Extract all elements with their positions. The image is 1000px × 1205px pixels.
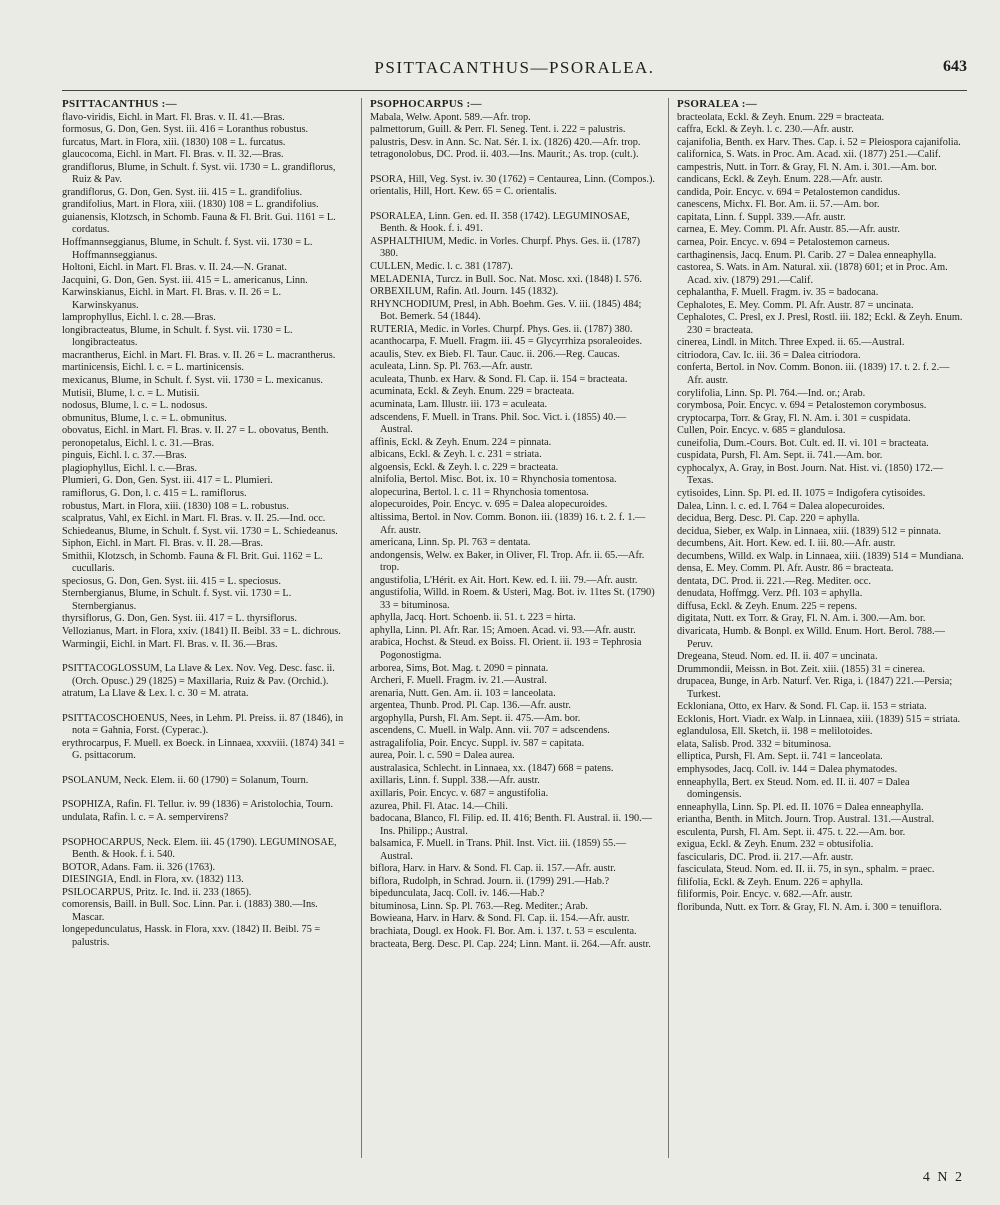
index-entry: martinicensis, Eichl. l. c. = L. martinicensis. xyxy=(62,362,244,374)
index-entry: mexicanus, Blume, in Schult. f. Syst. vii. 1730 = L. mexicanus. xyxy=(62,375,323,387)
index-entry: peronopetalus, Eichl. l. c. 31.—Bras. xyxy=(62,437,215,449)
index-entry: axillaris, Poir. Encyc. v. 687 = angustifolia. xyxy=(370,787,549,799)
page-number: 643 xyxy=(943,58,967,75)
index-entry: adscendens, F. Muell. in Trans. Phil. Soc. Vict. i. (1855) 40.—Austral. xyxy=(370,411,627,436)
index-entry: Holtoni, Eichl. in Mart. Fl. Bras. v. II. 24.—N. Granat. xyxy=(62,262,287,274)
index-entry: Siphon, Eichl. in Mart. Fl. Bras. v. II. 28.—Bras. xyxy=(62,538,263,550)
index-entry: decidua, Berg. Desc. Pl. Cap. 220 = aphylla. xyxy=(677,513,860,525)
index-entry: PSORALEA, Linn. Gen. ed. II. 358 (1742). LEGUMINOSAE, Benth. & Hook. f. i. 491. xyxy=(370,210,630,235)
index-entry: angustifolia, L'Hérit. ex Ait. Hort. Kew. ed. I. iii. 79.—Afr. austr. xyxy=(370,574,638,586)
column-3 xyxy=(677,98,965,915)
index-entry: bituminosa, Linn. Sp. Pl. 763.—Reg. Mediter.; Arab. xyxy=(370,900,588,912)
index-entry: axillaris, Linn. f. Suppl. 338.—Afr. austr. xyxy=(370,775,540,787)
index-entry: badocana, Blanco, Fl. Filip. ed. II. 416; Benth. Fl. Austral. ii. 190.—Ins. Philipp.; Austral. xyxy=(370,813,652,837)
index-entry: Plumieri, G. Don, Gen. Syst. iii. 417 = L. Plumieri. xyxy=(62,475,273,487)
printer-signature: 4 N 2 xyxy=(922,1170,964,1185)
index-entry: obmunitus, Blume, l. c. = L. obmunitus. xyxy=(62,412,227,424)
index-entry: Sternbergianus, Blume, in Schult. f. Syst. vii. 1730 = L. Sternbergianus. xyxy=(62,588,292,612)
index-entry: floribunda, Nutt. ex Torr. & Gray, Fl. N. Am. i. 300 = tenuiflora. xyxy=(677,902,942,913)
index-entry: furcatus, Mart. in Flora, xiii. (1830) 108 = L. furcatus. xyxy=(62,136,286,148)
index-entry: candicans, Eckl. & Zeyh. Enum. 228.—Afr. austr. xyxy=(677,174,883,186)
index-entry: capitata, Linn. f. Suppl. 339.—Afr. austr. xyxy=(677,211,846,223)
index-entry: robustus, Mart. in Flora, xiii. (1830) 108 = L. robustus. xyxy=(62,500,289,512)
index-entry: aculeata, Thunb. ex Harv. & Sond. Fl. Cap. ii. 154 = bracteata. xyxy=(370,373,628,385)
index-entry: Hoffmannseggianus, Blume, in Schult. f. Syst. vii. 1730 = L. Hoffmannseggianus. xyxy=(62,237,313,261)
index-entry: PSITTACOGLOSSUM, La Llave & Lex. Nov. Veg. Desc. fasc. ii. (Orch. Opusc.) 29 (1825) = Maxillaria, Ruiz & Pav. (Orchid.). xyxy=(62,663,335,687)
index-entry: palustris, Desv. in Ann. Sc. Nat. Sér. I. ix. (1826) 420.—Afr. trop. xyxy=(370,136,641,148)
index-entry: DIESINGIA, Endl. in Flora, xv. (1832) 113. xyxy=(62,874,244,886)
index-entry: filifolia, Eckl. & Zeyh. Enum. 226 = aphylla. xyxy=(677,876,863,888)
index-entry: undulata, Rafin. l. c. = A. sempervirens? xyxy=(62,811,229,823)
index-entry: diffusa, Eckl. & Zeyh. Enum. 225 = repens. xyxy=(677,600,858,612)
index-entry: cyphocalyx, A. Gray, in Bost. Journ. Nat. Hist. vi. (1850) 172.—Texas. xyxy=(677,462,944,487)
index-entry: Vellozianus, Mart. in Flora, xxiv. (1841) II. Beibl. 33 = L. dichrous. xyxy=(62,625,341,637)
index-entry: bipedunculata, Jacq. Coll. iv. 146.—Hab.? xyxy=(370,888,545,900)
index-entry: cytisoides, Linn. Sp. Pl. ed. II. 1075 = Indigofera cytisoides. xyxy=(677,487,926,499)
index-entry: erythrocarpus, F. Muell. ex Boeck. in Linnaea, xxxviii. (1874) 341 = G. psittacorum. xyxy=(62,737,345,762)
index-entry: tetragonolobus, DC. Prod. ii. 403.—Ins. Maurit.; As. trop. (cult.). xyxy=(370,149,639,161)
index-entry: macrantherus, Eichl. in Mart. Fl. Bras. v. II. 26 = L. macrantherus. xyxy=(62,349,336,361)
index-entry: biflora, Rudolph, in Schrad. Journ. ii. (1799) 291.—Hab.? xyxy=(370,875,610,887)
index-entry: corymbosa, Poir. Encyc. v. 694 = Petalostemon corymbosus. xyxy=(677,400,927,412)
block-gap xyxy=(62,825,350,837)
index-entry: plagiophyllus, Eichl. l. c.—Bras. xyxy=(62,462,197,474)
block-gap xyxy=(62,701,350,713)
index-entry: ORBEXILUM, Rafin. Atl. Journ. 145 (1832). xyxy=(370,286,559,298)
index-entry: ascendens, C. Muell. in Walp. Ann. vii. 707 = adscendens. xyxy=(370,725,610,737)
index-entry: densa, E. Mey. Comm. Pl. Afr. Austr. 86 = bracteata. xyxy=(677,563,894,575)
index-entry: exigua, Eckl. & Zeyh. Enum. 232 = obtusifolia. xyxy=(677,839,874,851)
index-entry: PSORA, Hill, Veg. Syst. iv. 30 (1762) = Centaurea, Linn. (Compos.). xyxy=(370,173,655,185)
index-entry: grandiflorus, G. Don, Gen. Syst. iii. 415 = L. grandifolius. xyxy=(62,186,303,198)
header-rule xyxy=(62,90,967,91)
index-entry: ASPHALTHIUM, Medic. in Vorles. Churpf. Phys. Ges. ii. (1787) 380. xyxy=(370,235,641,260)
index-entry: divaricata, Humb. & Bonpl. ex Willd. Enum. Hort. Berol. 788.—Peruv. xyxy=(677,625,945,650)
block-gap xyxy=(370,199,658,211)
index-entry: CULLEN, Medic. l. c. 381 (1787). xyxy=(370,261,513,273)
index-entry: caffra, Eckl. & Zeyh. l. c. 230.—Afr. austr. xyxy=(677,124,854,136)
index-entry: Mabala, Welw. Apont. 589.—Afr. trop. xyxy=(370,111,531,123)
index-entry: Warmingii, Eichl. in Mart. Fl. Bras. v. II. 36.—Bras. xyxy=(62,638,278,650)
index-entry: BOTOR, Adans. Fam. ii. 326 (1763). xyxy=(62,861,216,873)
column-divider xyxy=(361,98,362,1158)
index-entry: cajanifolia, Benth. ex Harv. Thes. Cap. i. 52 = Pleiospora cajanifolia. xyxy=(677,136,961,148)
index-entry: affinis, Eckl. & Zeyh. Enum. 224 = pinnata. xyxy=(370,436,552,448)
index-entry: PSOPHIZA, Rafin. Fl. Tellur. iv. 99 (1836) = Aristolochia, Tourn. xyxy=(62,799,334,811)
index-entry: aphylla, Linn. Pl. Afr. Rar. 15; Amoen. Acad. vi. 93.—Afr. austr. xyxy=(370,624,636,636)
index-entry: candida, Poir. Encyc. v. 694 = Petalostemon candidus. xyxy=(677,186,901,198)
index-entry: alopecuroides, Poir. Encyc. v. 695 = Dalea alopecuroides. xyxy=(370,499,608,511)
index-entry: enneaphylla, Bert. ex Steud. Nom. ed. II. ii. 407 = Dalea domingensis. xyxy=(677,776,910,801)
index-entry: esculenta, Pursh, Fl. Am. Sept. ii. 475. t. 22.—Am. bor. xyxy=(677,826,906,838)
index-entry: elata, Salisb. Prod. 332 = bituminosa. xyxy=(677,738,832,750)
index-entry: cinerea, Lindl. in Mitch. Three Exped. ii. 65.—Austral. xyxy=(677,337,905,349)
index-entry: acanthocarpa, F. Muell. Fragm. iii. 45 = Glycyrrhiza psoraleoides. xyxy=(370,336,643,348)
index-entry: scalpratus, Vahl, ex Eichl. in Mart. Fl. Bras. v. II. 25.—Ind. occ. xyxy=(62,513,326,525)
index-entry: Karwinskianus, Eichl. in Mart. Fl. Bras. v. II. 26 = L. Karwinskyanus. xyxy=(62,287,282,311)
index-entry: arenaria, Nutt. Gen. Am. ii. 103 = lanceolata. xyxy=(370,687,556,699)
index-entry: PSOLANUM, Neck. Elem. ii. 60 (1790) = Solanum, Tourn. xyxy=(62,774,309,786)
index-entry: ramiflorus, G. Don, l. c. 415 = L. ramiflorus. xyxy=(62,487,247,499)
index-entry: decidua, Sieber, ex Walp. in Linnaea, xiii. (1839) 512 = pinnata. xyxy=(677,525,942,537)
page-header xyxy=(62,54,967,80)
index-entry: carthaginensis, Jacq. Enum. Pl. Carib. 27 = Dalea enneaphylla. xyxy=(677,249,937,261)
index-entry: carnea, E. Mey. Comm. Pl. Afr. Austr. 85.—Afr. austr. xyxy=(677,224,900,236)
index-entry: guianensis, Klotzsch, in Schomb. Fauna & Fl. Brit. Gui. 1161 = L. cordatus. xyxy=(62,211,336,236)
index-entry: cryptocarpa, Torr. & Gray, Fl. N. Am. i. 301 = cuspidata. xyxy=(677,412,911,424)
index-entry: albicans, Eckl. & Zeyh. l. c. 231 = striata. xyxy=(370,449,542,461)
running-head: PSITTACANTHUS—PSORALEA. xyxy=(374,58,655,77)
index-entry: altissima, Bertol. in Nov. Comm. Bonon. iii. (1839) 16. t. 2. f. 1.—Afr. austr. xyxy=(370,511,646,536)
column-divider xyxy=(668,98,669,1158)
index-entry: Cephalotes, C. Presl, ex J. Presl, Rostl. iii. 182; Eckl. & Zeyh. Enum. 230 = bracteata. xyxy=(677,312,963,336)
index-entry: australasica, Schlecht. in Linnaea, xx. (1847) 668 = patens. xyxy=(370,762,614,774)
index-entry: denudata, Hoffmgg. Verz. Pfl. 103 = aphylla. xyxy=(677,588,863,600)
index-entry: dentata, DC. Prod. ii. 221.—Reg. Mediter. occ. xyxy=(677,575,871,587)
index-entry: cephalantha, F. Muell. Fragm. iv. 35 = badocana. xyxy=(677,287,879,299)
index-entry: formosus, G. Don, Gen. Syst. iii. 416 = Loranthus robustus. xyxy=(62,124,309,136)
index-entry: angustifolia, Willd. in Roem. & Usteri, Mag. Bot. iv. 11tes St. (1790) 33 = bituminosa. xyxy=(370,587,655,611)
index-entry: thyrsiflorus, G. Don, Gen. Syst. iii. 417 = L. thyrsiflorus. xyxy=(62,613,297,625)
index-entry: Dregeana, Steud. Nom. ed. II. ii. 407 = uncinata. xyxy=(677,651,878,663)
index-entry: Schiedeanus, Blume, in Schult. f. Syst. vii. 1730 = L. Schiedeanus. xyxy=(62,525,338,537)
index-entry: grandiflorus, Blume, in Schult. f. Syst. vii. 1730 = L. grandiflorus, Ruiz & Pav. xyxy=(62,161,336,186)
index-entry: longibracteatus, Blume, in Schult. f. Syst. vii. 1730 = L. longibracteatus. xyxy=(62,324,293,349)
index-entry: Ecklonis, Hort. Viadr. ex Walp. in Linnaea, xiii. (1839) 515 = striata. xyxy=(677,713,961,725)
index-entry: balsamica, F. Muell. in Trans. Phil. Inst. Vict. iii. (1859) 55.—Austral. xyxy=(370,838,627,862)
index-entry: Jacquini, G. Don, Gen. Syst. iii. 415 = L. americanus, Linn. xyxy=(62,274,308,286)
block-gap xyxy=(62,763,350,775)
index-entry: pinguis, Eichl. l. c. 37.—Bras. xyxy=(62,450,187,462)
index-entry: RHYNCHODIUM, Presl, in Abh. Boehm. Ges. V. iii. (1845) 484; Bot. Bemerk. 54 (1844). xyxy=(370,298,642,323)
index-entry: americana, Linn. Sp. Pl. 763 = dentata. xyxy=(370,537,531,549)
index-entry: carnea, Poir. Encyc. v. 694 = Petalostemon carneus. xyxy=(677,237,890,249)
index-entry: fascicularis, DC. Prod. ii. 217.—Afr. austr. xyxy=(677,851,854,863)
index-entry: brachiata, Dougl. ex Hook. Fl. Bor. Am. i. 137. t. 53 = esculenta. xyxy=(370,926,637,937)
index-entry: Mutisii, Blume, l. c. = L. Mutisii. xyxy=(62,387,200,399)
index-entry: canescens, Michx. Fl. Bor. Am. ii. 57.—Am. bor. xyxy=(677,199,880,211)
index-entry: californica, S. Wats. in Proc. Am. Acad. xii. (1877) 251.—Calif. xyxy=(677,149,941,161)
index-entry: atratum, La Llave & Lex. l. c. 30 = M. atrata. xyxy=(62,688,249,700)
index-entry: biflora, Harv. in Harv. & Sond. Fl. Cap. ii. 157.—Afr. austr. xyxy=(370,863,616,875)
index-entry: algoensis, Eckl. & Zeyh. l. c. 229 = bracteata. xyxy=(370,461,559,473)
index-entry: eriantha, Benth. in Mitch. Journ. Trop. Austral. 131.—Austral. xyxy=(677,814,935,826)
index-entry: Bowieana, Harv. in Harv. & Sond. Fl. Cap. ii. 154.—Afr. austr. xyxy=(370,913,630,925)
index-entry: RUTERIA, Medic. in Vorles. Churpf. Phys. Ges. ii. (1787) 380. xyxy=(370,323,633,335)
index-entry: grandifolius, Mart. in Flora, xiii. (1830) 108 = L. grandifolius. xyxy=(62,199,319,211)
index-entry: PSILOCARPUS, Pritz. Ic. Ind. ii. 233 (1865). xyxy=(62,886,252,898)
index-entry: decumbens, Willd. ex Walp. in Linnaea, xiii. (1839) 514 = Mundiana. xyxy=(677,550,964,562)
index-entry: azurea, Phil. Fl. Atac. 14.—Chili. xyxy=(370,800,508,812)
index-entry: citriodora, Cav. Ic. iii. 36 = Dalea citriodora. xyxy=(677,349,861,361)
genus-heading: PSOPHOCARPUS :— xyxy=(370,98,482,110)
index-entry: andongensis, Welw. ex Baker, in Oliver, Fl. Trop. Afr. ii. 65.—Afr. trop. xyxy=(370,549,645,574)
block-gap xyxy=(62,787,350,799)
genus-heading: PSORALEA :— xyxy=(677,98,758,110)
index-entry: Cullen, Poir. Encyc. v. 685 = glandulosa. xyxy=(677,425,846,437)
index-entry: corylifolia, Linn. Sp. Pl. 764.—Ind. or.; Arab. xyxy=(677,387,866,399)
index-entry: speciosus, G. Don, Gen. Syst. iii. 415 = L. speciosus. xyxy=(62,575,281,587)
index-entry: arborea, Sims, Bot. Mag. t. 2090 = pinnata. xyxy=(370,662,549,674)
index-entry: PSOPHOCARPUS, Neck. Elem. iii. 45 (1790). LEGUMINOSAE, Benth. & Hook. f. i. 540. xyxy=(62,836,337,861)
index-entry: acuminata, Lam. Illustr. iii. 173 = aculeata. xyxy=(370,399,548,411)
index-entry: orientalis, Hill, Hort. Kew. 65 = C. orientalis. xyxy=(370,186,557,198)
index-entry: filiformis, Poir. Encyc. v. 682.—Afr. austr. xyxy=(677,889,853,901)
index-entry: Smithii, Klotzsch, in Schomb. Fauna & Fl. Brit. Gui. 1162 = L. cucullaris. xyxy=(62,550,323,575)
index-entry: campestris, Nutt. in Torr. & Gray, Fl. N. Am. i. 301.—Am. bor. xyxy=(677,161,937,173)
index-entry: alnifolia, Bertol. Misc. Bot. ix. 10 = Rhynchosia tomentosa. xyxy=(370,474,617,486)
index-entry: Cephalotes, E. Mey. Comm. Pl. Afr. Austr. 87 = uncinata. xyxy=(677,299,914,311)
block-gap xyxy=(62,651,350,663)
column-2 xyxy=(370,98,658,951)
index-entry: emphysodes, Jacq. Coll. iv. 144 = Dalea phymatodes. xyxy=(677,763,898,775)
index-entry: Dalea, Linn. l. c. ed. I. 764 = Dalea alopecuroides. xyxy=(677,500,885,512)
index-entry: aphylla, Jacq. Hort. Schoenb. ii. 51. t. 223 = hirta. xyxy=(370,612,576,624)
index-entry: acaulis, Stev. ex Bieb. Fl. Taur. Cauc. ii. 206.—Reg. Caucas. xyxy=(370,348,620,360)
index-entry: astragalifolia, Poir. Encyc. Suppl. iv. 587 = capitata. xyxy=(370,737,585,749)
index-entry: digitata, Nutt. ex Torr. & Gray, Fl. N. Am. i. 300.—Am. bor. xyxy=(677,613,926,625)
index-entry: cuneifolia, Dum.-Cours. Bot. Cult. ed. II. vi. 101 = bracteata. xyxy=(677,437,929,449)
block-gap xyxy=(370,162,658,174)
index-entry: Archeri, F. Muell. Fragm. iv. 21.—Austral. xyxy=(370,675,547,687)
column-1 xyxy=(62,98,350,949)
index-entry: longepedunculatus, Hassk. in Flora, xxv. (1842) II. Beibl. 75 = palustris. xyxy=(62,924,321,948)
index-entry: nodosus, Blume, l. c. = L. nodosus. xyxy=(62,400,208,412)
index-entry: bracteata, Berg. Desc. Pl. Cap. 224; Linn. Mant. ii. 264.—Afr. austr. xyxy=(370,938,651,950)
index-entry: castorea, S. Wats. in Am. Natural. xii. (1878) 601; et in Proc. Am. Acad. xiv. (1879) 291.—Calif. xyxy=(677,262,948,286)
index-entry: eglandulosa, Ell. Sketch, ii. 198 = melilotoides. xyxy=(677,726,873,738)
index-entry: bracteolata, Eckl. & Zeyh. Enum. 229 = bracteata. xyxy=(677,111,885,123)
index-entry: argophylla, Pursh, Fl. Am. Sept. ii. 475.—Am. bor. xyxy=(370,712,581,724)
index-entry: flavo-viridis, Eichl. in Mart. Fl. Bras. v. II. 41.—Bras. xyxy=(62,111,285,123)
index-entry: glaucocoma, Eichl. in Mart. Fl. Bras. v. II. 32.—Bras. xyxy=(62,149,284,161)
index-entry: conferta, Bertol. in Nov. Comm. Bonon. iii. (1839) 17. t. 2. f. 2.—Afr. austr. xyxy=(677,362,950,387)
index-entry: MELADENIA, Turcz. in Bull. Soc. Nat. Mosc. xxi. (1848) I. 576. xyxy=(370,273,642,285)
index-entry: elliptica, Pursh, Fl. Am. Sept. ii. 741 = lanceolata. xyxy=(677,751,883,763)
index-entry: PSITTACOSCHOENUS, Nees, in Lehm. Pl. Preiss. ii. 87 (1846), in nota = Gahnia, Forst. (Cyperac.). xyxy=(62,712,344,737)
index-entry: drupacea, Bunge, in Arb. Naturf. Ver. Riga, i. (1847) 221.—Persia; Turkest. xyxy=(677,676,953,700)
index-entry: Drummondii, Meissn. in Bot. Zeit. xiii. (1855) 31 = cinerea. xyxy=(677,663,926,675)
index-entry: aurea, Poir. l. c. 590 = Dalea aurea. xyxy=(370,750,515,762)
index-entry: lamprophyllus, Eichl. l. c. 28.—Bras. xyxy=(62,312,216,324)
index-entry: arabica, Hochst. & Steud. ex Boiss. Fl. Orient. ii. 193 = Tephrosia Pogonostigma. xyxy=(370,637,642,661)
index-entry: obovatus, Eichl. in Mart. Fl. Bras. v. II. 27 = L. obovatus, Benth. xyxy=(62,425,329,437)
index-entry: Ecklonianа, Otto, ex Harv. & Sond. Fl. Cap. ii. 153 = striata. xyxy=(677,701,927,713)
index-entry: decumbens, Ait. Hort. Kew. ed. I. iii. 80.—Afr. austr. xyxy=(677,538,896,550)
index-entry: aculeata, Linn. Sp. Pl. 763.—Afr. austr. xyxy=(370,361,533,373)
index-entry: enneaphylla, Linn. Sp. Pl. ed. II. 1076 = Dalea enneaphylla. xyxy=(677,801,924,813)
index-entry: fasciculata, Steud. Nom. ed. II. ii. 75, in syn., sphalm. = praec. xyxy=(677,864,935,876)
index-entry: argentea, Thunb. Prod. Pl. Cap. 136.—Afr. austr. xyxy=(370,700,571,712)
index-entry: cuspidata, Pursh, Fl. Am. Sept. ii. 741.—Am. bor. xyxy=(677,450,883,462)
index-entry: comorensis, Baill. in Bull. Soc. Linn. Par. i. (1883) 380.—Ins. Mascar. xyxy=(62,899,318,923)
genus-heading: PSITTACANTHUS :— xyxy=(62,98,177,110)
index-entry: acuminata, Eckl. & Zeyh. Enum. 229 = bracteata. xyxy=(370,386,575,398)
index-entry: palmettorum, Guill. & Perr. Fl. Seneg. Tent. i. 222 = palustris. xyxy=(370,124,626,136)
index-entry: alopecurina, Bertol. l. c. 11 = Rhynchosia tomentosa. xyxy=(370,486,589,498)
